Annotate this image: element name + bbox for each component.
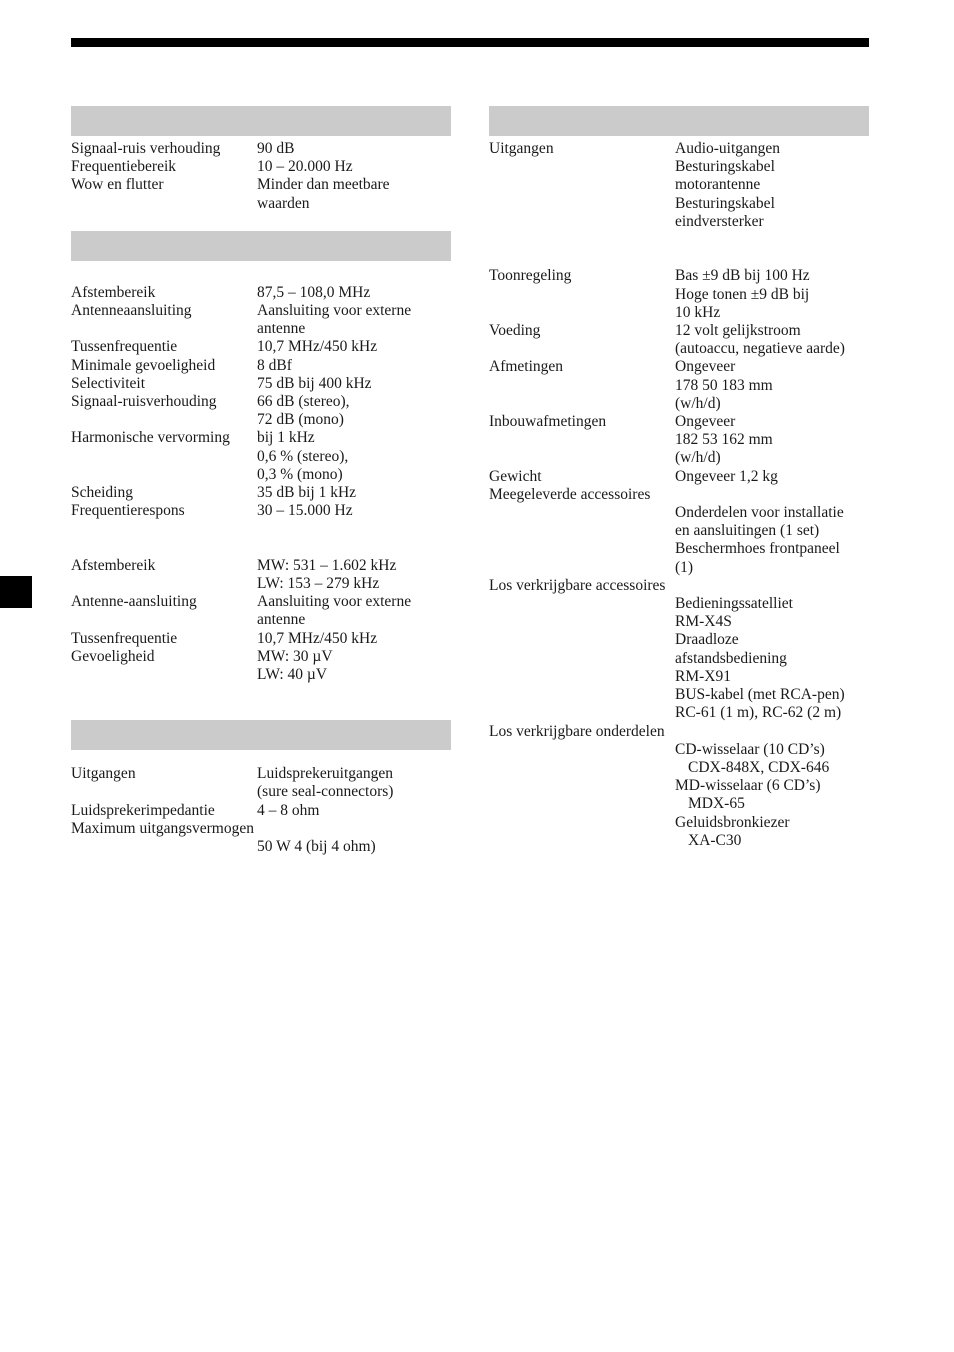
spec-value	[675, 249, 869, 267]
left-column	[71, 106, 451, 874]
spec-value-line	[675, 577, 869, 595]
spec-value-line: BUS-kabel (met RCA-pen)	[675, 686, 845, 704]
spec-row	[71, 375, 451, 393]
spec-value-line: Aansluiting voor externe	[257, 302, 412, 320]
spec-value	[257, 802, 451, 820]
spec-row	[489, 577, 869, 595]
spec-value-line: waarden	[257, 194, 310, 212]
spec-value	[257, 820, 451, 838]
spec-value-line: Ongeveer 1,2 kg	[675, 467, 778, 485]
spec-row	[489, 231, 869, 249]
spec-value-line: 10,7 MHz/450 kHz	[257, 629, 378, 647]
spec-value-line: Luidsprekeruitgangen	[257, 765, 394, 783]
spec-value-line: 178 50 183 mm	[675, 376, 773, 394]
spec-value-line: MW: 30 µV	[257, 647, 333, 665]
spec-value	[675, 595, 869, 722]
spec-value-line: MDX-65	[688, 795, 745, 813]
spec-value-line: 75 dB bij 400 kHz	[257, 374, 372, 392]
left-section-header-bar	[71, 106, 451, 136]
spec-row	[489, 504, 869, 577]
spec-value	[257, 393, 451, 429]
spec-value-line: (w/h/d)	[675, 394, 721, 412]
spec-row	[71, 648, 451, 684]
spec-value-line: CDX-848X, CDX-646	[688, 758, 830, 776]
spec-label: Toonregeling	[489, 267, 572, 285]
spec-row	[71, 557, 451, 593]
right-section-header-bar	[489, 106, 869, 136]
spec-value-line: Ongeveer	[675, 358, 736, 376]
spec-value-line: 10,7 MHz/450 kHz	[257, 338, 378, 356]
spec-label: Uitgangen	[71, 765, 136, 783]
spec-value-line: Beschermhoes frontpaneel	[675, 540, 840, 558]
spec-label: Voeding	[489, 322, 541, 340]
spec-label: Los verkrijgbare onderdelen	[489, 722, 665, 740]
spec-value-line: 182 53 162 mm	[675, 431, 773, 449]
spec-value-line: 30 – 15.000 Hz	[257, 502, 353, 520]
spec-label: Selectiviteit	[71, 374, 146, 392]
spec-value-line: (autoaccu, negatieve aarde)	[675, 340, 845, 358]
spec-value-line	[257, 820, 451, 838]
spec-row	[71, 284, 451, 302]
spec-value	[675, 267, 869, 322]
spec-row	[71, 820, 451, 838]
spec-value-line: Minder dan meetbare	[257, 176, 390, 194]
spec-value	[257, 502, 451, 520]
spec-value-line: RC-61 (1 m), RC-62 (2 m)	[675, 704, 842, 722]
spec-label: Signaal-ruisverhouding	[71, 393, 217, 411]
spec-value-line: LW: 153 – 279 kHz	[257, 575, 380, 593]
spec-value-line: afstandsbediening	[675, 649, 787, 667]
spec-value	[257, 648, 451, 684]
spec-value-line: antenne	[257, 611, 306, 629]
spec-value-line: Aansluiting voor externe	[257, 593, 412, 611]
spec-label: Gewicht	[489, 467, 542, 485]
top-rule	[71, 38, 869, 47]
spec-row	[489, 140, 869, 231]
spec-value	[675, 322, 869, 358]
spec-value	[675, 723, 869, 741]
spec-label: Luidsprekerimpedantie	[71, 801, 215, 819]
spec-row	[489, 595, 869, 722]
left-spec-list	[71, 750, 451, 874]
spec-row	[71, 393, 451, 429]
spec-row	[71, 539, 451, 557]
spec-row	[71, 802, 451, 820]
spec-value-line: Audio-uitgangen	[675, 140, 781, 157]
spec-label: Tussenfrequentie	[71, 338, 178, 356]
spec-value	[257, 338, 451, 356]
spec-value-line: 10 kHz	[675, 303, 721, 321]
spec-value-line: RM-X91	[675, 667, 731, 685]
spec-value-line: 0,6 % (stereo),	[257, 447, 349, 465]
spec-row	[71, 338, 451, 356]
spec-label: Minimale gevoeligheid	[71, 356, 216, 374]
spec-value	[257, 284, 451, 302]
spec-row	[489, 741, 869, 850]
spec-value	[675, 468, 869, 486]
spec-row	[71, 140, 451, 158]
spec-value	[675, 504, 869, 577]
spec-value-line: 90 dB	[257, 140, 295, 157]
spec-value-line: Besturingskabel	[675, 194, 775, 212]
spec-value	[675, 358, 869, 413]
spec-value-line: en aansluitingen (1 set)	[675, 522, 820, 540]
spec-value-line	[675, 723, 869, 741]
spec-label: Frequentiebereik	[71, 158, 177, 176]
spec-row	[71, 593, 451, 629]
spec-value-line: 50 W 4 (bij 4 ohm)	[257, 838, 376, 856]
spec-row	[71, 765, 451, 801]
spec-row	[71, 158, 451, 176]
spec-value-line: CD-wisselaar (10 CD’s)	[675, 740, 825, 758]
spec-value-line: 72 dB (mono)	[257, 411, 344, 429]
spec-row	[71, 176, 451, 212]
spec-row	[71, 520, 451, 538]
spec-value-line: (w/h/d)	[675, 449, 721, 467]
spec-value-line: 35 dB bij 1 kHz	[257, 484, 357, 502]
spec-row	[489, 267, 869, 322]
spec-label: Harmonische vervorming	[71, 429, 230, 447]
spec-value	[675, 741, 869, 850]
spec-label: Afstembereik	[71, 556, 156, 574]
spec-row	[71, 484, 451, 502]
spec-value-line: 66 dB (stereo),	[257, 393, 350, 411]
spec-row	[489, 468, 869, 486]
spec-value-line: Bas ±9 dB bij 100 Hz	[675, 267, 810, 285]
spec-value-line: XA-C30	[688, 831, 742, 849]
spec-value	[257, 539, 451, 557]
spec-value-line: Geluidsbronkiezer	[675, 813, 790, 831]
spec-row	[71, 502, 451, 520]
spec-value	[257, 630, 451, 648]
spec-value-line: 0,3 % (mono)	[257, 465, 343, 483]
spec-value-line: Draadloze	[675, 631, 739, 649]
spec-value-line: 10 – 20.000 Hz	[257, 158, 353, 176]
spec-value	[257, 357, 451, 375]
left-spec-list	[71, 261, 451, 720]
spec-value	[257, 838, 451, 856]
spec-label: Afmetingen	[489, 358, 564, 376]
spec-value-line: Onderdelen voor installatie	[675, 504, 844, 522]
spec-label: Gevoeligheid	[71, 647, 155, 665]
spec-label: Meegeleverde accessoires	[489, 485, 651, 503]
spec-label: Antenneaansluiting	[71, 302, 192, 320]
spec-value	[675, 413, 869, 468]
spec-row	[489, 249, 869, 267]
spec-row	[71, 630, 451, 648]
spec-value	[257, 140, 451, 158]
right-column	[489, 106, 869, 868]
spec-label: Wow en flutter	[71, 176, 164, 194]
spec-value	[257, 520, 451, 538]
spec-value	[257, 158, 451, 176]
spec-value-line: antenne	[257, 320, 306, 338]
spec-value-line	[675, 231, 869, 249]
spec-label: Inbouwafmetingen	[489, 413, 607, 431]
spec-value-line: Ongeveer	[675, 413, 736, 431]
spec-value-line: bij 1 kHz	[257, 429, 315, 447]
spec-value-line	[675, 486, 869, 504]
spec-label: Signaal-ruis verhouding	[71, 140, 221, 157]
spec-value	[257, 176, 451, 212]
spec-label: Antenne-aansluiting	[71, 593, 197, 611]
spec-value-line	[257, 539, 451, 557]
spec-value-line: 4 – 8 ohm	[257, 801, 320, 819]
spec-value	[257, 484, 451, 502]
spec-label: Los verkrijgbare accessoires	[489, 576, 666, 594]
spec-value	[257, 375, 451, 393]
spec-value-line: LW: 40 µV	[257, 666, 328, 684]
spec-value-line: motorantenne	[675, 176, 761, 194]
spec-value-line: Hoge tonen ±9 dB bij	[675, 285, 810, 303]
spec-value-line: MW: 531 – 1.602 kHz	[257, 556, 397, 574]
spec-row	[71, 357, 451, 375]
spec-value	[257, 765, 451, 801]
spec-row	[71, 302, 451, 338]
spec-label: Tussenfrequentie	[71, 629, 178, 647]
spec-row	[489, 486, 869, 504]
spec-value-line: eindversterker	[675, 212, 764, 230]
spec-value-line: (sure seal-connectors)	[257, 783, 394, 801]
spec-value-line: 87,5 – 108,0 MHz	[257, 283, 371, 301]
spec-value	[675, 231, 869, 249]
side-thumb-tab	[0, 576, 32, 608]
spec-row	[489, 723, 869, 741]
spec-value	[257, 557, 451, 593]
spec-value	[257, 302, 451, 338]
spec-value	[675, 140, 869, 231]
spec-value-line	[257, 520, 451, 538]
spec-label: Scheiding	[71, 484, 133, 502]
spec-value	[257, 429, 451, 484]
left-section-header-bar	[71, 231, 451, 261]
spec-value-line: Besturingskabel	[675, 158, 775, 176]
spec-row	[71, 429, 451, 484]
spec-row	[71, 838, 451, 856]
left-spec-list	[71, 136, 451, 231]
spec-value-line: RM-X4S	[675, 613, 732, 631]
spec-value-line: 12 volt gelijkstroom	[675, 322, 801, 340]
spec-label: Afstembereik	[71, 283, 156, 301]
spec-label: Frequentierespons	[71, 502, 185, 520]
spec-value-line: (1)	[675, 558, 694, 576]
spec-value	[675, 486, 869, 504]
spec-value-line: 8 dBf	[257, 356, 292, 374]
spec-label: Maximum uitgangsvermogen	[71, 819, 254, 837]
spec-label: Uitgangen	[489, 140, 554, 157]
right-spec-list	[489, 136, 869, 868]
spec-row	[489, 322, 869, 358]
spec-value	[257, 593, 451, 629]
spec-row	[489, 358, 869, 413]
spec-value-line	[675, 249, 869, 267]
spec-value-line: MD-wisselaar (6 CD’s)	[675, 777, 821, 795]
spec-row	[489, 413, 869, 468]
spec-value-line: Bedieningssatelliet	[675, 595, 793, 613]
spec-value	[675, 577, 869, 595]
left-section-header-bar	[71, 720, 451, 750]
